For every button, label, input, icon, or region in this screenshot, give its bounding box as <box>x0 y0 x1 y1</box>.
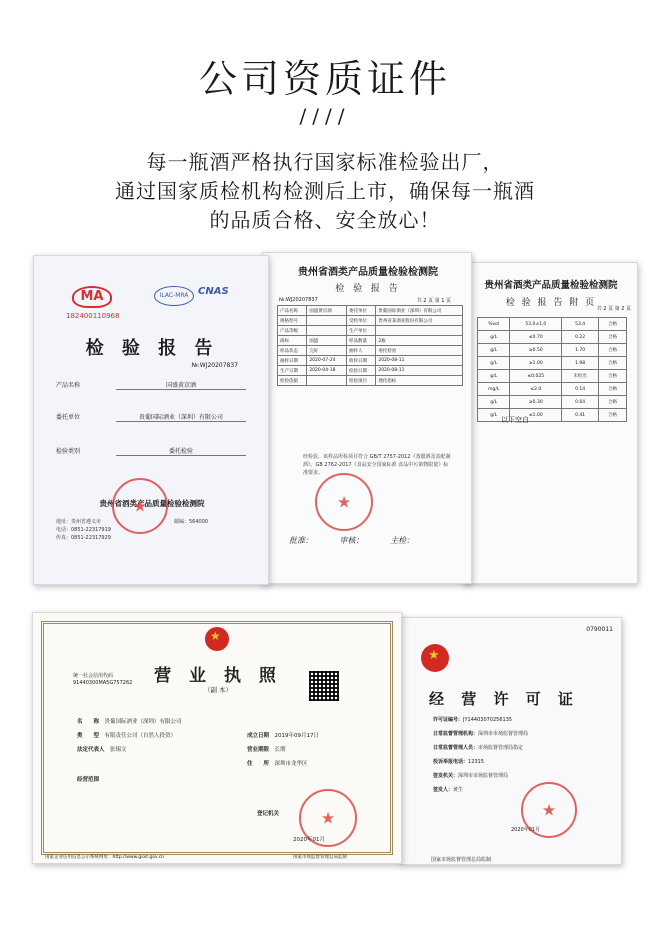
fax-line: 传真：0851-22317929 <box>56 535 111 541</box>
table-cell: g/L <box>478 344 510 357</box>
permit-field <box>433 716 512 723</box>
table-cell: 合格 <box>599 344 627 357</box>
intro-line: 通过国家质检机构检测后上市，确保每一瓶酒 <box>115 179 535 203</box>
table-cell: 1.70 <box>562 344 599 357</box>
table-cell: 1.98 <box>562 357 599 370</box>
table-cell: 委托单位 <box>347 306 376 316</box>
table-cell: g/L <box>478 357 510 370</box>
license-authority: 登记机关 <box>257 811 280 817</box>
table-cell: 合格 <box>599 331 627 344</box>
table-cell: ≤0.025 <box>510 370 562 383</box>
ma-number: 182400110968 <box>66 312 120 320</box>
table-cell: 合格 <box>599 318 627 331</box>
report-cover-title: 检 验 报 告 <box>85 338 219 359</box>
table-row <box>478 331 627 344</box>
license-type: 类 型 有限责任公司（自然人投资） <box>77 733 177 739</box>
table-row <box>478 357 627 370</box>
license-date: 成立日期 2019年09月17日 <box>247 733 320 739</box>
permit-field-value: 黄生 <box>453 787 464 793</box>
table-cell: 受检单位 <box>347 316 376 326</box>
table-cell: 检验项目 <box>347 376 376 386</box>
permit-field-label: 签发机关： <box>433 773 459 779</box>
inspection-conclusion: 经检验，该样品所检项目符合 GB/T 2757-2012《蒸馏酒及其配制酒》、GB 2762-2017《食品安全国家标准 食品中污染物限量》标准要求。 <box>303 454 451 476</box>
table-row <box>478 409 627 422</box>
table-cell: 0.22 <box>562 331 599 344</box>
table-row <box>478 370 627 383</box>
type-label: 检验类别 <box>56 448 81 455</box>
table-cell: 产品名称 <box>278 306 307 316</box>
table-cell: 2020-04-18 <box>307 366 347 376</box>
client-label: 委托单位 <box>56 414 81 421</box>
ma-logo: MA <box>72 286 112 308</box>
intro-line: 每一瓶酒严格执行国家标准检验出厂， <box>146 150 504 174</box>
report-cover-page <box>33 255 269 585</box>
blank-note: 以下空白 <box>501 416 529 424</box>
intro-text <box>0 148 650 235</box>
permit-field <box>433 786 463 793</box>
inspection-report-org: 贵州省酒类产品质量检验检测院 <box>298 267 438 278</box>
official-seal <box>315 473 373 531</box>
qr-code <box>309 671 339 701</box>
table-cell: 合格 <box>599 370 627 383</box>
report-attachment-title: 检 验 报 告 附 页 <box>505 298 597 308</box>
table-cell: g/L <box>478 396 510 409</box>
table-row <box>278 306 463 316</box>
table-cell: 2020-08-11 <box>376 366 463 376</box>
product-value: 国盛黄京酒 <box>116 380 246 390</box>
table-cell: 合格 <box>599 396 627 409</box>
permit-field-label: 投诉举报电话： <box>433 759 469 765</box>
license-name: 名 称 贵葡国际酒业（深圳）有限公司 <box>77 719 182 725</box>
credit-code-label: 统一社会信用代码 <box>73 673 114 679</box>
table-cell: 产品等级 <box>278 326 307 336</box>
inspection-report-page <box>262 252 472 584</box>
inspection-table <box>277 305 463 386</box>
decoration-strokes: //// <box>299 104 351 128</box>
credit-code-value: 91440300MA5G757262 <box>73 680 133 686</box>
table-cell: 贵葡国际酒业（深圳）有限公司 <box>376 306 463 316</box>
table-cell: 样品状态 <box>278 346 307 356</box>
license-copy-note: （副 本） <box>203 686 233 694</box>
report-attachment-page-tag: 共 2 页 第 2 页 <box>596 306 631 312</box>
license-scope: 经营范围 <box>77 777 100 783</box>
permit-footer: 国家市场监督管理总局监制 <box>431 857 492 863</box>
table-cell: 未检出 <box>562 370 599 383</box>
license-footer-left: 国家企业信用信息公示系统网址：http://www.gsxt.gov.cn <box>45 855 165 860</box>
table-cell: 合格 <box>599 409 627 422</box>
report-attachment-org: 贵州省酒类产品质量检验检测院 <box>484 280 618 291</box>
inspection-report-page-tag: 共 2 页 第 1 页 <box>416 298 451 304</box>
operating-permit-document <box>400 617 622 865</box>
address-line: 地址：贵州省遵义市 <box>56 519 102 525</box>
table-cell: 0.64 <box>562 396 599 409</box>
license-title: 营 业 执 照 <box>154 666 282 686</box>
table-cell: ≤1.00 <box>510 409 562 422</box>
national-emblem-icon <box>205 627 229 651</box>
table-cell: 样品数量 <box>347 336 376 346</box>
table-cell: 委托检验 <box>376 346 463 356</box>
permit-field <box>433 758 484 765</box>
table-cell: 53.0±1.0 <box>510 318 562 331</box>
phone-line: 电话：0851-22317919 <box>56 527 111 533</box>
inspection-report-title: 检 验 报 告 <box>335 284 401 294</box>
table-cell: 抽样人 <box>347 346 376 356</box>
permit-field <box>433 730 528 737</box>
license-term: 营业期限 长期 <box>247 747 286 753</box>
table-row <box>278 376 463 386</box>
permit-field-value: 12315 <box>468 759 484 765</box>
permit-field-label: 签发人： <box>433 787 454 793</box>
table-cell: ≥0.30 <box>510 396 562 409</box>
signature-approve: 批准： <box>289 536 313 545</box>
table-cell: 商标 <box>278 336 307 346</box>
table-cell <box>307 316 347 326</box>
table-cell: mg/L <box>478 383 510 396</box>
table-cell: 0.41 <box>562 409 599 422</box>
report-cover-org: 贵州省酒类产品质量检验检测院 <box>99 499 205 508</box>
table-cell: 生产单位 <box>347 326 376 336</box>
report-attachment-page <box>462 262 638 584</box>
permit-field-label: 日常监督管理人员： <box>433 745 479 751</box>
table-cell: 2瓶 <box>376 336 463 346</box>
client-value: 贵葡国际酒业（深圳）有限公司 <box>116 412 246 422</box>
license-address: 住 所 深圳市龙华区 <box>247 761 308 767</box>
permit-issue-date: 2020年01月 <box>511 827 541 833</box>
table-row <box>278 336 463 346</box>
type-row <box>56 446 252 455</box>
signature-review: 审核： <box>339 536 364 545</box>
table-cell: 抽样日期 <box>278 356 307 366</box>
permit-field-value: JY14403070256135 <box>463 717 513 723</box>
table-row <box>478 383 627 396</box>
table-cell: 检验依据 <box>278 376 307 386</box>
permit-field-value: 深圳市市场监督管理局 <box>458 773 509 779</box>
table-cell: g/L <box>478 409 510 422</box>
table-cell: 国盛黄京酒 <box>307 306 347 316</box>
license-issue-date: 2020年01月 <box>293 837 325 843</box>
table-row <box>478 318 627 331</box>
attachment-table <box>477 317 627 422</box>
table-cell: 合格 <box>599 383 627 396</box>
table-row <box>278 346 463 356</box>
postcode-line: 邮编：564000 <box>174 519 209 525</box>
table-cell: ≤0.70 <box>510 331 562 344</box>
table-row <box>278 356 463 366</box>
table-cell: 完好 <box>307 346 347 356</box>
permit-field-value: 市场监督管理局指定 <box>478 745 524 751</box>
client-row <box>56 412 252 421</box>
table-cell: ≥1.00 <box>510 357 562 370</box>
table-row <box>278 326 463 336</box>
signature-row <box>289 535 459 546</box>
table-cell: ≤2.0 <box>510 383 562 396</box>
table-cell: 生产日期 <box>278 366 307 376</box>
permit-field-label: 日常监督管理机构： <box>433 731 479 737</box>
table-cell: 2020-08-11 <box>376 356 463 366</box>
license-footer-right: 国家市场监督管理总局监制 <box>293 855 347 860</box>
national-emblem-icon <box>421 644 449 672</box>
permit-field <box>433 744 523 751</box>
inspection-report-number: №:WJ20207837 <box>279 297 318 303</box>
page-title: 公司资质证件 <box>198 57 451 101</box>
table-cell: 53.4 <box>562 318 599 331</box>
ilac-mra-logo: ILAC-MRA <box>154 286 194 306</box>
table-cell: 理化指标 <box>376 376 463 386</box>
report-cover-number: №:WJ20207837 <box>191 362 238 369</box>
table-cell: ≥0.50 <box>510 344 562 357</box>
table-cell <box>376 326 463 336</box>
signature-inspector: 主检： <box>390 536 415 545</box>
cnas-logo: CNAS <box>198 286 229 297</box>
table-cell: 收样日期 <box>347 356 376 366</box>
table-cell: 0.14 <box>562 383 599 396</box>
table-cell: 规格型号 <box>278 316 307 326</box>
table-cell: g/L <box>478 331 510 344</box>
license-rep: 法定代表人 张锡文 <box>77 747 127 753</box>
table-cell <box>307 376 347 386</box>
permit-title: 经 营 许 可 证 <box>429 690 579 708</box>
table-cell <box>307 326 347 336</box>
permit-number: 0790011 <box>586 626 613 633</box>
table-cell: %vol <box>478 318 510 331</box>
table-cell: 贵州省某酒业股份有限公司 <box>376 316 463 326</box>
business-license-document <box>32 612 402 864</box>
product-row <box>56 380 252 389</box>
table-cell: g/L <box>478 370 510 383</box>
table-row <box>278 316 463 326</box>
table-cell: 检验日期 <box>347 366 376 376</box>
permit-field-value: 深圳市市场监督管理局 <box>478 731 529 737</box>
official-seal <box>112 478 168 534</box>
table-cell: 国盛 <box>307 336 347 346</box>
table-row <box>478 344 627 357</box>
permit-field <box>433 772 508 779</box>
permit-field-label: 许可证编号： <box>433 717 464 723</box>
table-row <box>478 396 627 409</box>
product-label: 产品名称 <box>56 382 81 389</box>
table-row <box>278 366 463 376</box>
intro-line: 的品质合格、安全放心！ <box>209 208 441 232</box>
table-cell: 2020-07-24 <box>307 356 347 366</box>
table-cell: 合格 <box>599 357 627 370</box>
type-value: 委托检验 <box>116 446 246 456</box>
